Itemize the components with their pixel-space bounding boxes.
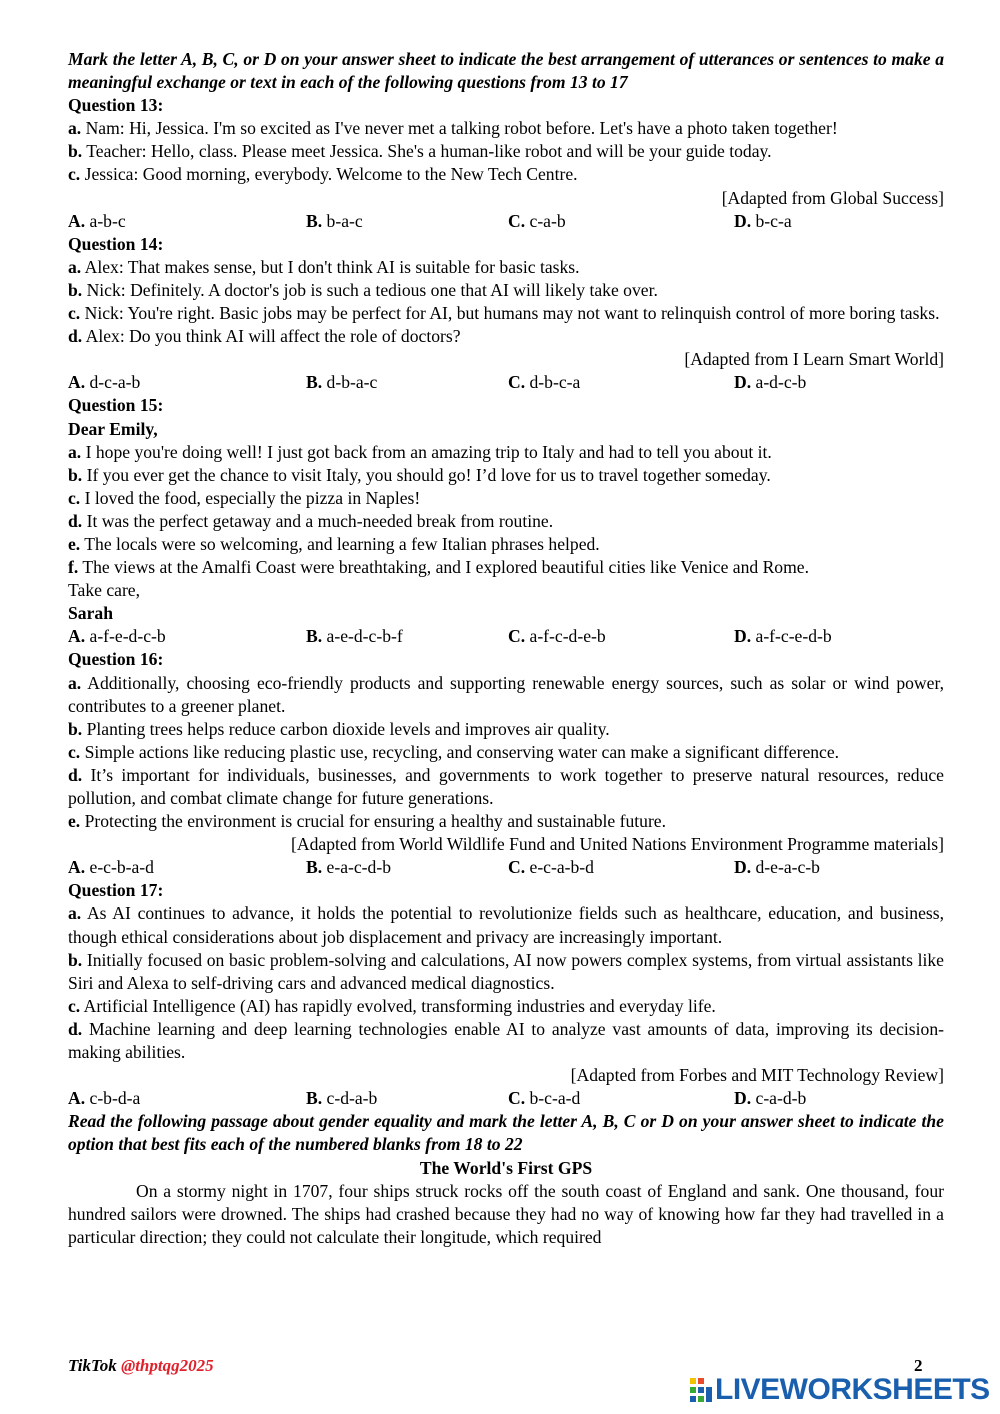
utterance-line: [68, 117, 944, 140]
option-a[interactable]: A. d-c-a-b: [68, 372, 141, 393]
letter-closing: Take care,: [68, 580, 141, 601]
sentence-line: b. Planting trees helps reduce carbon dioxide levels and improves air quality.: [68, 718, 610, 739]
option-d[interactable]: D. b-c-a: [734, 210, 792, 231]
item-text: Nam: Hi, Jessica. I'm so excited as I've never met a talking robot before. Let's have a photo taken together!: [81, 118, 838, 139]
sentence-line: b. Initially focused on basic problem-solving and calculations, AI now powers complex systems, from virtual assistants like Siri and Alexa to self-driving cars and advanced medical diagnostics.: [68, 949, 944, 993]
option-c[interactable]: C. a-f-c-d-e-b: [508, 626, 606, 647]
sentence-line: f. The views at the Amalfi Coast were breathtaking, and I explored beautiful cities like Venice and Rome.: [68, 557, 809, 578]
option-b[interactable]: B. c-d-a-b: [306, 1088, 378, 1109]
option-d[interactable]: D. a-d-c-b: [734, 372, 807, 393]
utterance-line: [68, 163, 944, 186]
item-text: Teacher: Hello, class. Please meet Jessica. She's a human-like robot and will be your guide today.: [82, 141, 772, 162]
question-title: Question 17:: [68, 880, 164, 901]
sentence-line: c. Artificial Intelligence (AI) has rapidly evolved, transforming industries and everyday life.: [68, 995, 716, 1016]
option-a[interactable]: A. a-b-c: [68, 210, 126, 231]
option-b[interactable]: B. b-a-c: [306, 210, 363, 231]
sentence-line: c. I loved the food, especially the pizza in Naples!: [68, 487, 421, 508]
item-label: b.: [68, 141, 83, 162]
option-a[interactable]: A. a-f-e-d-c-b: [68, 626, 166, 647]
answer-options: [68, 625, 944, 648]
answer-options: [68, 1087, 944, 1110]
option-d[interactable]: D. a-f-c-e-d-b: [734, 626, 832, 647]
utterance-line: d. Alex: Do you think AI will affect the role of doctors?: [68, 326, 461, 347]
worksheet-page: [68, 48, 944, 1249]
option-c[interactable]: C. b-c-a-d: [508, 1088, 581, 1109]
item-label: c.: [68, 164, 81, 185]
utterance-line: b. Nick: Definitely. A doctor's job is such a tedious one that AI will likely take over.: [68, 279, 658, 300]
option-c[interactable]: C. d-b-c-a: [508, 372, 581, 393]
option-a[interactable]: A. c-b-d-a: [68, 1088, 141, 1109]
sentence-line: a. I hope you're doing well! I just got back from an amazing trip to Italy and had to tell you about it.: [68, 441, 772, 462]
source-citation: [Adapted from Forbes and MIT Technology Review]: [570, 1065, 944, 1086]
utterance-line: [68, 140, 944, 163]
question-title: Question 16:: [68, 649, 164, 670]
footer-handle[interactable]: @thptqg2025: [121, 1356, 214, 1375]
sentence-line: b. If you ever get the chance to visit Italy, you should go! I’d love for us to travel together someday.: [68, 464, 771, 485]
liveworksheets-logo-icon: [690, 1378, 712, 1402]
liveworksheets-logo[interactable]: [690, 1374, 990, 1406]
option-b[interactable]: B. d-b-a-c: [306, 372, 378, 393]
answer-options: [68, 856, 944, 879]
footer-platform: TikTok: [68, 1356, 122, 1375]
item-label: a.: [68, 118, 82, 139]
item-text: Jessica: Good morning, everybody. Welcome to the New Tech Centre.: [80, 164, 578, 185]
option-c[interactable]: C. c-a-b: [508, 210, 566, 231]
passage-text: On a stormy night in 1707, four ships struck rocks off the south coast of England and sank. One thousand, four hundred sailors were drowned. The ships had crashed because they had no way of knowing how far they had travelled in a particular direction; they could not calculate their longitude, which required: [68, 1180, 944, 1247]
sentence-line: a. As AI continues to advance, it holds the potential to revolutionize fields such as healthcare, education, and business, though ethical considerations about job displacement and privacy are increasingly important.: [68, 903, 944, 947]
section-instruction: Mark the letter A, B, C, or D on your answer sheet to indicate the best arrangement of utterances or sentences to make a meaningful exchange or text in each of the following questions from 13 to 17: [68, 49, 944, 93]
sentence-line: c. Simple actions like reducing plastic use, recycling, and conserving water can make a significant difference.: [68, 741, 840, 762]
sentence-line: e. Protecting the environment is crucial for ensuring a healthy and sustainable future.: [68, 811, 667, 832]
question-title: Question 15:: [68, 395, 164, 416]
letter-signature: Sarah: [68, 603, 113, 624]
answer-options: [68, 371, 944, 394]
utterance-line: a. Alex: That makes sense, but I don't think AI is suitable for basic tasks.: [68, 256, 580, 277]
option-d[interactable]: D. c-a-d-b: [734, 1088, 807, 1109]
passage-title: The World's First GPS: [419, 1157, 593, 1178]
source-citation: [Adapted from I Learn Smart World]: [684, 349, 944, 370]
sentence-line: e. The locals were so welcoming, and learning a few Italian phrases helped.: [68, 533, 600, 554]
option-d[interactable]: D. d-e-a-c-b: [734, 857, 820, 878]
question-title: Question 14:: [68, 233, 164, 254]
option-b[interactable]: B. a-e-d-c-b-f: [306, 626, 403, 647]
sentence-line: d. It’s important for individuals, businesses, and governments to work together to preserve natural resources, reduce pollution, and combat climate change for future generations.: [68, 764, 944, 808]
question-title: Question 13:: [68, 95, 164, 116]
footer-credit: [68, 1356, 214, 1376]
sentence-line: d. Machine learning and deep learning technologies enable AI to analyze vast amounts of data, improving its decision-making abilities.: [68, 1018, 944, 1063]
letter-greeting: Dear Emily,: [68, 418, 158, 439]
option-b[interactable]: B. e-a-c-d-b: [306, 857, 391, 878]
sentence-line: a. Additionally, choosing eco-friendly products and supporting renewable energy sources, such as solar or wind power, contributes to a greener planet.: [68, 672, 944, 716]
utterance-line: c. Nick: You're right. Basic jobs may be perfect for AI, but humans may not want to relinquish control of more boring tasks.: [68, 303, 940, 324]
logo-text: LIVEWORKSHEETS: [715, 1373, 990, 1406]
option-c[interactable]: C. e-c-a-b-d: [508, 857, 594, 878]
section-instruction: Read the following passage about gender equality and mark the letter A, B, C or D on your answer sheet to indicate the option that best fits each of the numbered blanks from 18 to 22: [68, 1111, 944, 1155]
source-citation: [Adapted from World Wildlife Fund and United Nations Environment Programme materials]: [291, 834, 944, 855]
option-a[interactable]: A. e-c-b-a-d: [68, 857, 154, 878]
page-number: 2: [914, 1356, 923, 1375]
sentence-line: d. It was the perfect getaway and a much-needed break from routine.: [68, 510, 554, 531]
source-citation: [Adapted from Global Success]: [721, 187, 944, 208]
answer-options: [68, 210, 944, 233]
